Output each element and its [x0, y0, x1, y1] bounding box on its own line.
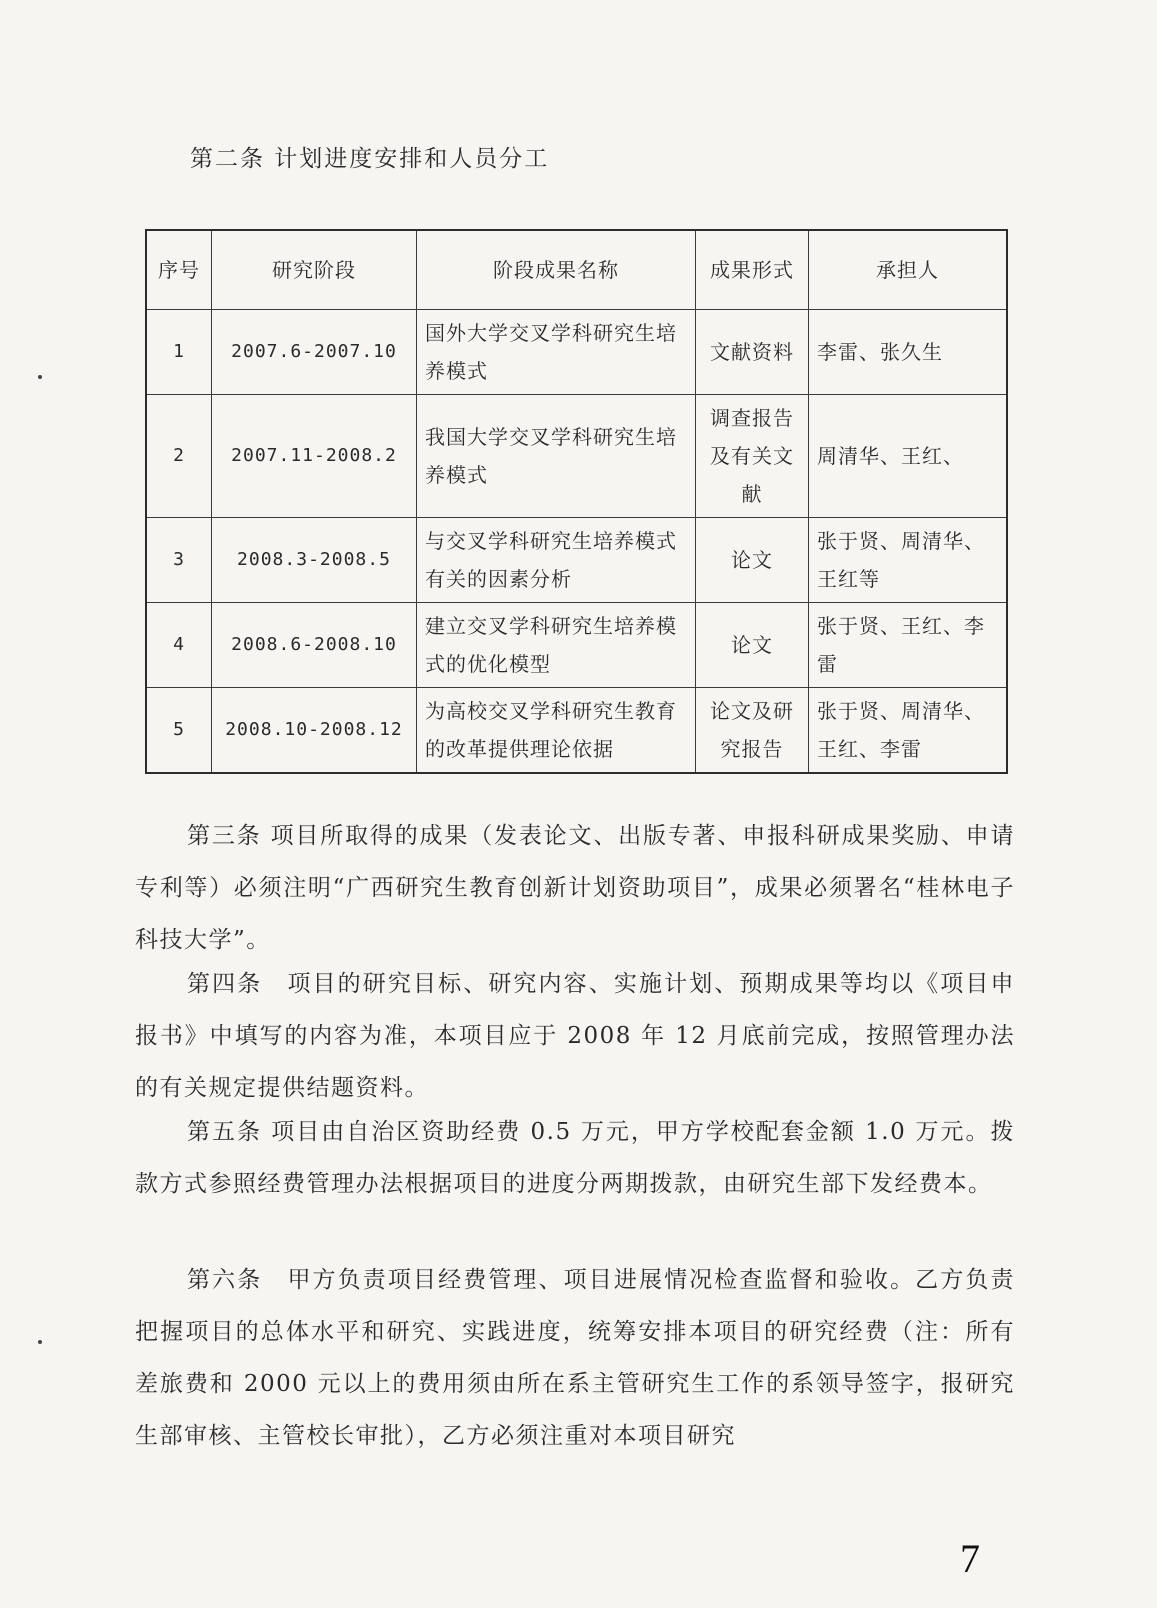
table-row — [146, 602, 1007, 687]
header-form: 成果形式 — [696, 230, 809, 309]
cell-no: 3 — [146, 517, 212, 602]
cell-form: 调查报告及有关文献 — [696, 394, 809, 517]
section-heading: 第二条 计划进度安排和人员分工 — [190, 146, 550, 172]
cell-owner: 张于贤、周清华、王红等 — [809, 517, 1008, 602]
article-6-paragraph: 第六条 甲方负责项目经费管理、项目进展情况检查监督和验收。乙方负责把握项目的总体水平和研究、实践进度，统筹安排本项目的研究经费（注：所有差旅费和 2000 元以上的费用须由所在系主管研究生工作的系领导签字，报研究生部审核、主管校长审批），乙方必须注重对本项目研究 — [135, 1267, 1015, 1449]
table-row — [146, 687, 1007, 773]
article-3-paragraph: 第三条 项目所取得的成果（发表论文、出版专著、申报科研成果奖励、申请专利等）必须注明“广西研究生教育创新计划资助项目”，成果必须署名“桂林电子科技大学”。 — [135, 823, 1015, 953]
cell-form: 论文 — [696, 602, 809, 687]
cell-form: 论文及研究报告 — [696, 687, 809, 773]
cell-owner: 李雷、张久生 — [809, 309, 1008, 394]
cell-name: 国外大学交叉学科研究生培养模式 — [417, 309, 696, 394]
cell-stage: 2007.11-2008.2 — [212, 394, 417, 517]
cell-owner: 张于贤、周清华、王红、李雷 — [809, 687, 1008, 773]
cell-owner: 周清华、王红、 — [809, 394, 1008, 517]
cell-stage: 2008.6-2008.10 — [212, 602, 417, 687]
cell-name: 为高校交叉学科研究生教育的改革提供理论依据 — [417, 687, 696, 773]
table-row — [146, 394, 1007, 517]
cell-no: 4 — [146, 602, 212, 687]
scan-speck — [38, 375, 42, 379]
cell-owner: 张于贤、王红、李雷 — [809, 602, 1008, 687]
header-no: 序号 — [146, 230, 212, 309]
cell-no: 1 — [146, 309, 212, 394]
article-4-paragraph: 第四条 项目的研究目标、研究内容、实施计划、预期成果等均以《项目申报书》中填写的内容为准，本项目应于 2008 年 12 月底前完成，按照管理办法的有关规定提供结题资料。 — [135, 971, 1015, 1101]
article-5-paragraph: 第五条 项目由自治区资助经费 0.5 万元，甲方学校配套金额 1.0 万元。拨款方式参照经费管理办法根据项目的进度分两期拨款，由研究生部下发经费本。 — [135, 1119, 1015, 1197]
cell-stage: 2008.10-2008.12 — [212, 687, 417, 773]
table-row — [146, 517, 1007, 602]
cell-form: 文献资料 — [696, 309, 809, 394]
cell-stage: 2007.6-2007.10 — [212, 309, 417, 394]
page-number: 7 — [960, 1536, 980, 1581]
header-stage: 研究阶段 — [212, 230, 417, 309]
cell-name: 我国大学交叉学科研究生培养模式 — [417, 394, 696, 517]
header-owner: 承担人 — [809, 230, 1008, 309]
cell-no: 2 — [146, 394, 212, 517]
cell-no: 5 — [146, 687, 212, 773]
scan-speck — [38, 1340, 42, 1344]
table-header-row — [146, 230, 1007, 309]
table-row — [146, 309, 1007, 394]
cell-name: 与交叉学科研究生培养模式有关的因素分析 — [417, 517, 696, 602]
cell-name: 建立交叉学科研究生培养模式的优化模型 — [417, 602, 696, 687]
cell-stage: 2008.3-2008.5 — [212, 517, 417, 602]
schedule-table — [145, 229, 1008, 774]
header-name: 阶段成果名称 — [417, 230, 696, 309]
cell-form: 论文 — [696, 517, 809, 602]
